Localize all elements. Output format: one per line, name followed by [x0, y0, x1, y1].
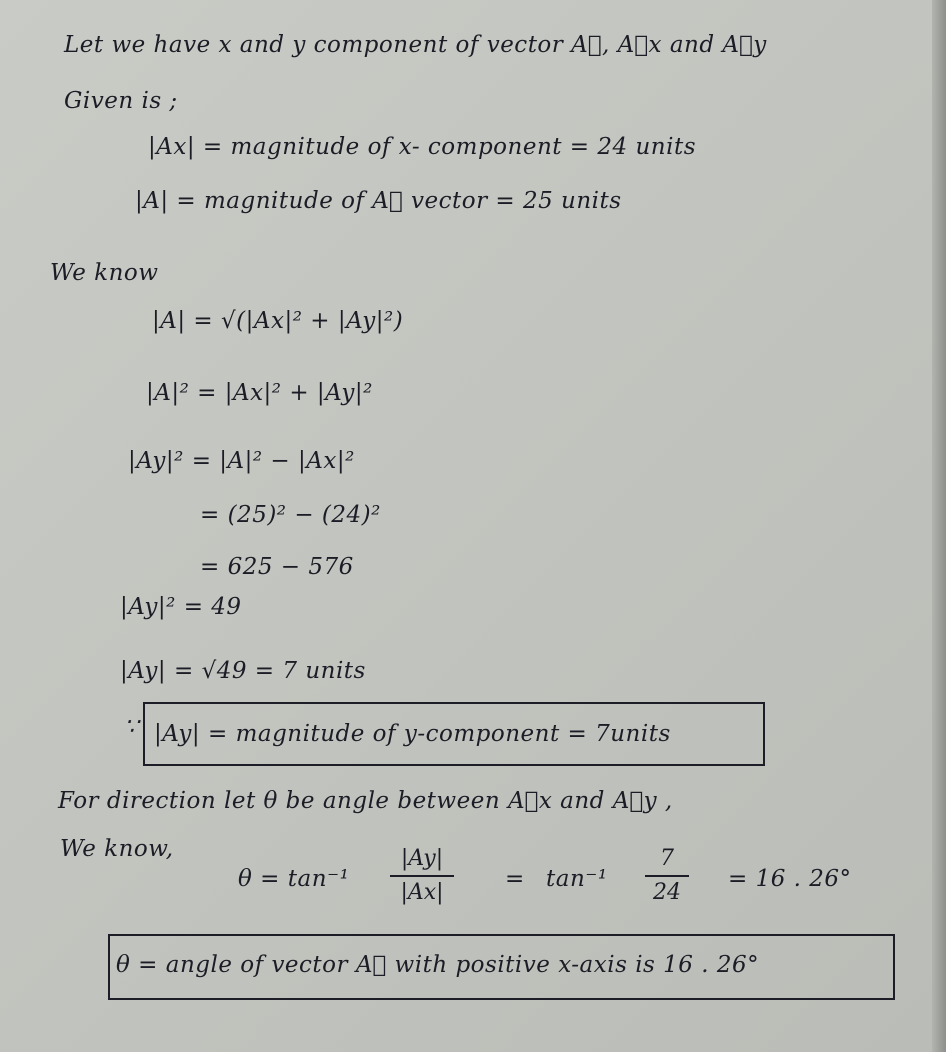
ratio-numerator: |Ay|: [400, 846, 444, 871]
we-know-line: We know: [50, 260, 159, 286]
tan-inverse-2: tan⁻¹: [546, 866, 608, 892]
intro-line: Let we have x and y component of vector A⃗, A⃗x and A⃗y: [64, 32, 767, 58]
equation-5: = 625 − 576: [200, 554, 354, 580]
given-line: Given is ;: [64, 88, 178, 114]
ax-magnitude-line: |Ax| = magnitude of x- component = 24 units: [148, 134, 696, 160]
therefore-symbol: ∵: [124, 714, 140, 740]
equation-3: |Ay|² = |A|² − |Ax|²: [128, 448, 355, 474]
ratio-fraction: [390, 846, 454, 906]
we-know-2-line: We know,: [60, 836, 174, 862]
equation-2: |A|² = |Ax|² + |Ay|²: [146, 380, 373, 406]
equals-sign: =: [505, 866, 525, 892]
value-fraction: [645, 846, 689, 906]
result-value: = 16 . 26°: [728, 866, 852, 892]
theta-lhs: θ = tan⁻¹: [238, 866, 350, 892]
fraction-bar: [645, 875, 689, 877]
equation-6: |Ay|² = 49: [120, 594, 242, 620]
paper-edge: [932, 0, 946, 1052]
fraction-bar: [390, 875, 454, 877]
boxed-final-answer: θ = angle of vector A⃗ with positive x-axis is 16 . 26°: [116, 952, 760, 978]
direction-line: For direction let θ be angle between A⃗x and A⃗y ,: [58, 788, 673, 814]
a-magnitude-line: |A| = magnitude of A⃗ vector = 25 units: [135, 188, 622, 214]
value-denominator: 24: [653, 880, 681, 905]
ratio-denominator: |Ax|: [400, 880, 444, 905]
equation-1: |A| = √(|Ax|² + |Ay|²): [152, 308, 404, 334]
boxed-y-component: |Ay| = magnitude of y-component = 7units: [154, 721, 671, 747]
equation-7: |Ay| = √49 = 7 units: [120, 658, 366, 684]
value-numerator: 7: [660, 846, 674, 871]
equation-4: = (25)² − (24)²: [200, 502, 381, 528]
